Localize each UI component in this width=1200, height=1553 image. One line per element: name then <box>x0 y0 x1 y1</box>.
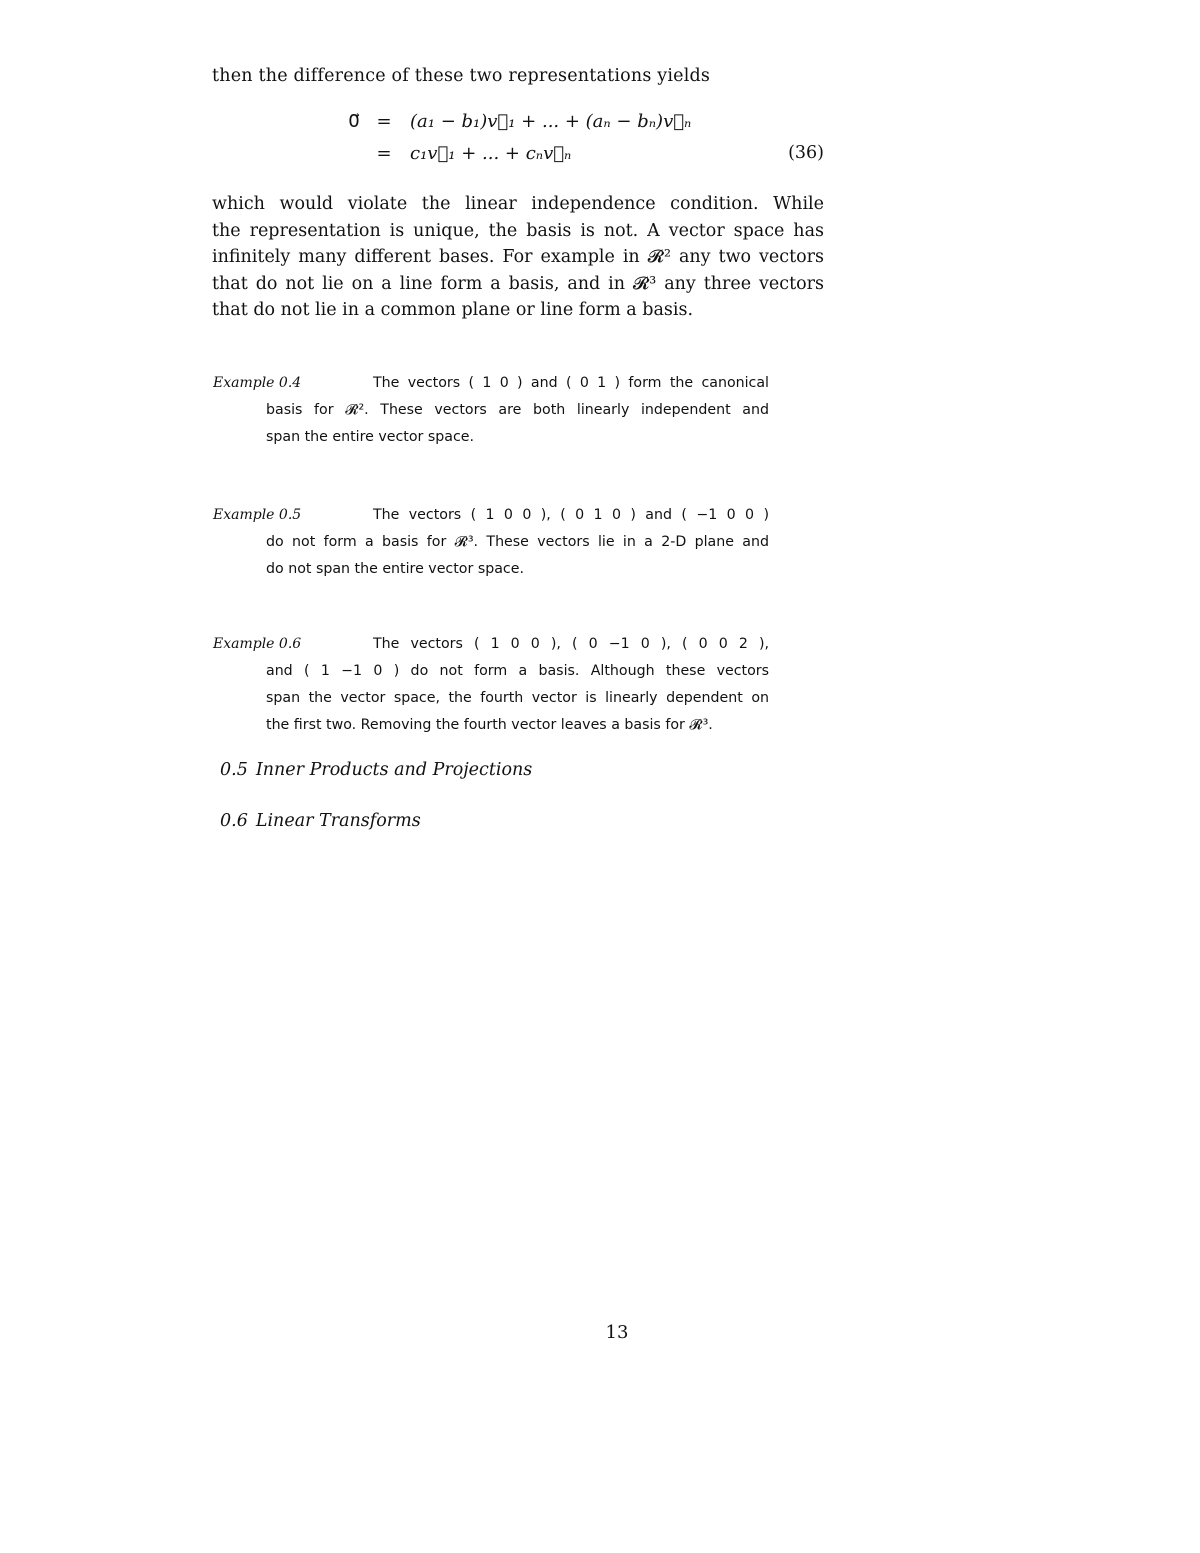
equation-number: (36) <box>788 143 824 163</box>
example-line: and ( 1 −1 0 ) do not form a basis. Although these vectors <box>266 663 769 679</box>
example-line: the first two. Removing the fourth vector leaves a basis for 𝓡³. <box>266 717 713 733</box>
paragraph-line: which would violate the linear independence condition. While <box>212 194 824 214</box>
example-line: span the entire vector space. <box>266 429 475 445</box>
example-lead-text: The vectors ( 1 0 ) and ( 0 1 ) form the canonical <box>373 375 769 391</box>
example-first-line <box>213 370 769 397</box>
intro-text: then the difference of these two representations yields <box>212 66 711 86</box>
section-heading-0-6 <box>220 811 421 831</box>
example-line: span the vector space, the fourth vector is linearly dependent on <box>266 690 769 706</box>
equation-equals-1: = <box>376 111 392 132</box>
equation-rhs-1: (a₁ − b₁)v⃗₁ + ... + (aₙ − bₙ)v⃗ₙ <box>410 111 692 132</box>
equation-36 <box>212 111 824 173</box>
example-first-line <box>213 631 769 658</box>
example-label: Example 0.6 <box>213 636 302 652</box>
example-label: Example 0.5 <box>213 507 302 523</box>
example-0-5 <box>213 502 769 583</box>
example-first-line <box>213 502 769 529</box>
example-0-6 <box>213 631 769 739</box>
example-line: do not form a basis for 𝓡³. These vectors lie in a 2-D plane and <box>266 534 769 550</box>
paragraph-line: that do not lie on a line form a basis, and in 𝓡³ any three vectors <box>212 273 824 294</box>
equation-rhs-2: c₁v⃗₁ + ... + cₙv⃗ₙ <box>410 143 572 164</box>
body-paragraph <box>212 191 824 324</box>
example-0-4 <box>213 370 769 451</box>
section-title: Inner Products and Projections <box>255 760 533 780</box>
example-lead-text: The vectors ( 1 0 0 ), ( 0 −1 0 ), ( 0 0 2 ), <box>373 636 769 652</box>
equation-equals-2: = <box>376 143 392 164</box>
example-line: do not span the entire vector space. <box>266 561 524 577</box>
paragraph-line: the representation is unique, the basis is not. A vector space has <box>212 220 824 241</box>
section-title: Linear Transforms <box>255 811 421 831</box>
page-number: 13 <box>605 1322 629 1343</box>
example-lead-text: The vectors ( 1 0 0 ), ( 0 1 0 ) and ( −1 0 0 ) <box>373 507 769 523</box>
example-line: basis for 𝓡². These vectors are both linearly independent and <box>266 402 769 418</box>
example-label: Example 0.4 <box>213 375 302 391</box>
section-number: 0.5 <box>220 760 248 780</box>
equation-lhs: 0⃗ <box>348 111 360 132</box>
section-heading-0-5 <box>220 760 532 780</box>
section-number: 0.6 <box>220 811 248 831</box>
equation-line-2 <box>212 143 824 173</box>
paragraph-line: infinitely many different bases. For example in 𝓡² any two vectors <box>212 247 824 267</box>
equation-line-1 <box>212 111 824 141</box>
paragraph-line: that do not lie in a common plane or line form a basis. <box>212 300 694 320</box>
